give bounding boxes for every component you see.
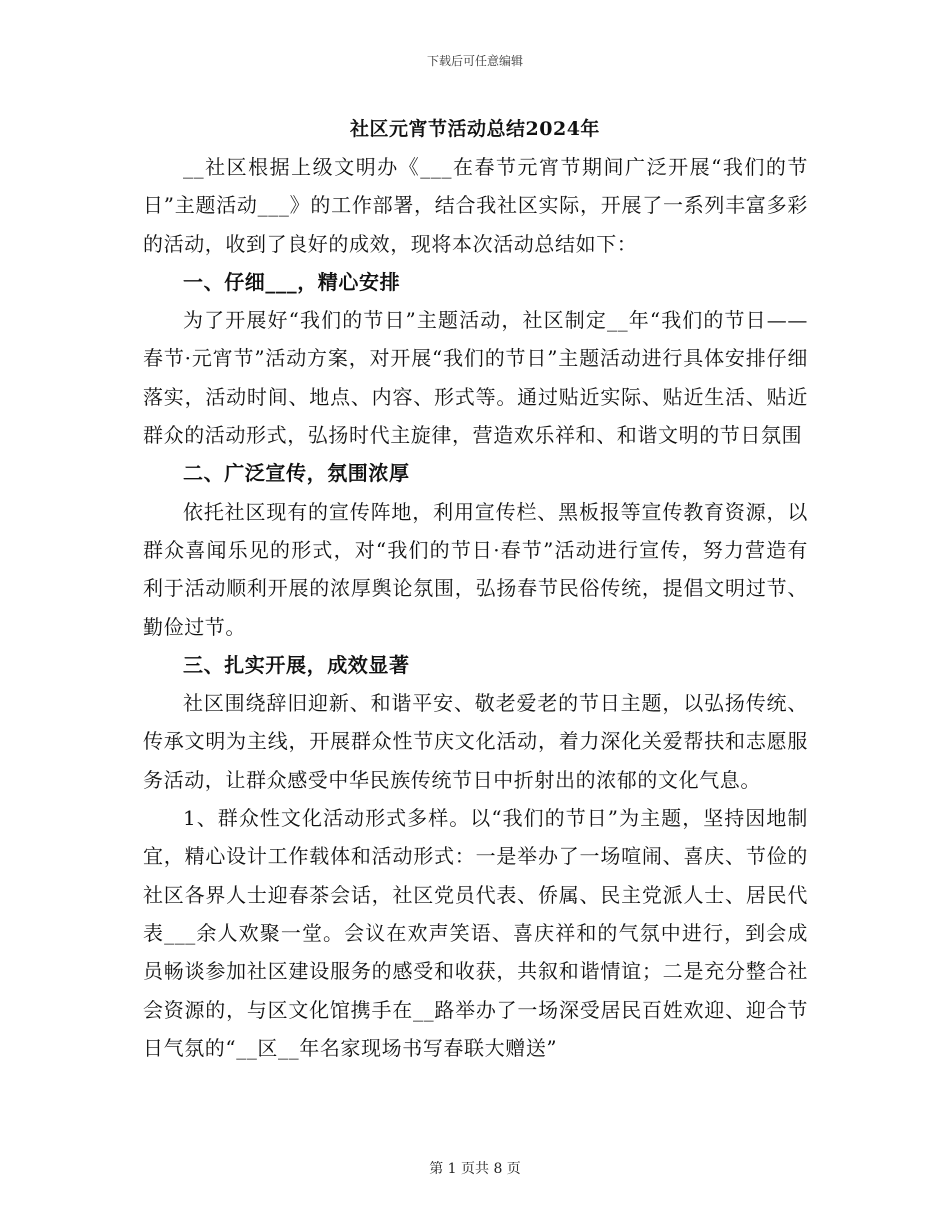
paragraph-section-1: 为了开展好“我们的节日”主题活动，社区制定__年“我们的节日——春节·元宵节”活动方案，对开展“我们的节日”主题活动进行具体安排仔细落实，活动时间、地点、内容、形式等。通过贴近实际、贴近生活、贴近群众的活动形式，弘扬时代主旋律，营造欢乐祥和、和谐文明的节日氛围 [143, 308, 808, 448]
section-heading-1: 一、仔细___，精心安排 [183, 269, 401, 294]
section-heading-2: 二、广泛宣传，氛围浓厚 [183, 461, 410, 486]
paragraph-section-2: 依托社区现有的宣传阵地，利用宣传栏、黑板报等宣传教育资源，以群众喜闻乐见的形式，对“我们的节日·春节”活动进行宣传，努力营造有利于活动顺利开展的浓厚舆论氛围，弘扬春节民俗传统，提倡文明过节、勤俭过节。 [143, 499, 808, 639]
paragraph-item-1: 1、群众性文化活动形式多样。以“我们的节日”为主题，坚持因地制宜，精心设计工作载体和活动形式：一是举办了一场喧闹、喜庆、节俭的社区各界人士迎春茶会话，社区党员代表、侨属、民主党派人士、居民代表___余人欢聚一堂。会议在欢声笑语、喜庆祥和的气氛中进行，到会成员畅谈参加社区建设服务的感受和收获，共叙和谐情谊；二是充分整合社会资源的，与区文化馆携手在__路举办了一场深受居民百姓欢迎、迎合节日气氛的“__区__年名家现场书写春联大赠送” [143, 806, 808, 1060]
page-number: 第 1 页共 8 页 [429, 1161, 521, 1177]
paragraph-section-3: 社区围绕辞旧迎新、和谐平安、敬老爱老的节日主题，以弘扬传统、传承文明为主线，开展群众性节庆文化活动，着力深化关爱帮扶和志愿服务活动，让群众感受中华民族传统节日中折射出的浓郁的文化气息。 [143, 691, 808, 792]
document-title: 社区元宵节活动总结2024年 [350, 118, 600, 140]
paragraph-intro: __社区根据上级文明办《___在春节元宵节期间广泛开展“我们的节日”主题活动___》的工作部署，结合我社区实际，开展了一系列丰富多彩的活动，收到了良好的成效，现将本次活动总结如下： [143, 155, 808, 256]
header-note: 下载后可任意编辑 [426, 54, 523, 68]
document-body [143, 148, 808, 1067]
section-heading-3: 三、扎实开展，成效显著 [183, 652, 410, 677]
